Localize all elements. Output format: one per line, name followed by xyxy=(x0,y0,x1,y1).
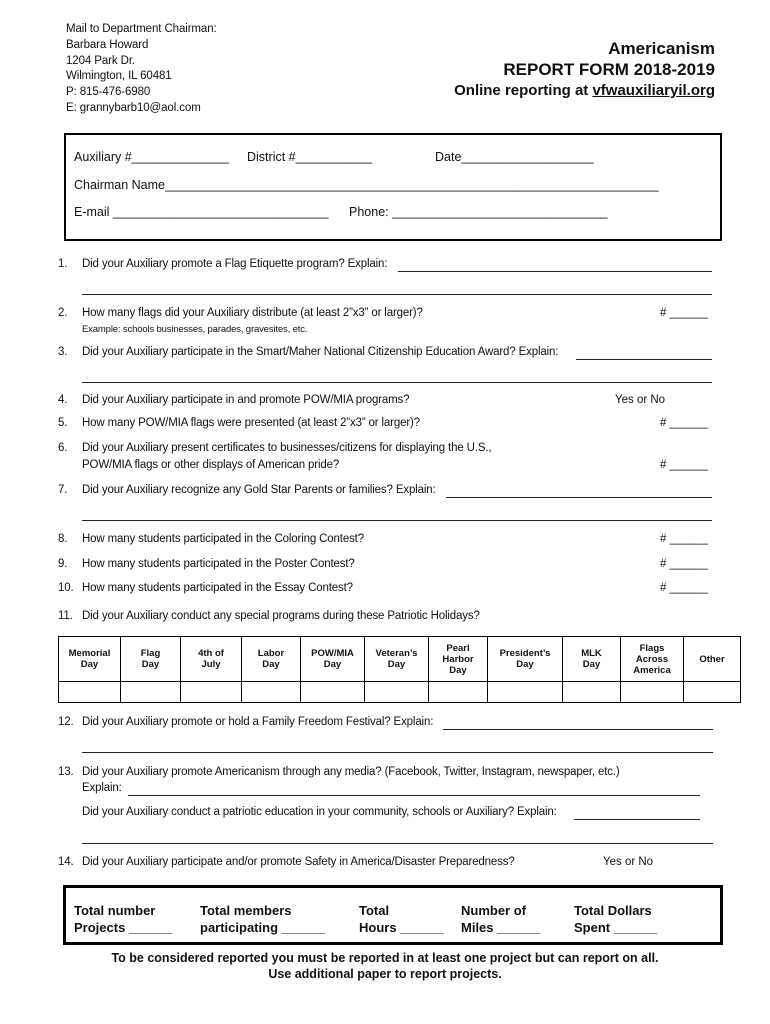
answer-line[interactable] xyxy=(446,497,712,498)
holiday-header: Veteran’s Day xyxy=(365,637,429,682)
question-number: 11. xyxy=(58,610,73,622)
question-6-line-2: POW/MIA flags or other displays of American pride? xyxy=(82,459,340,471)
holiday-answer-cell[interactable] xyxy=(59,682,121,703)
answer-line[interactable] xyxy=(128,795,700,796)
question-text: Did your Auxiliary participate in the Smart/Maher National Citizenship Education Award? Explain: xyxy=(82,346,559,358)
address-line: Wilmington, IL 60481 xyxy=(66,70,172,83)
question-13-explain-label: Explain: xyxy=(82,782,122,794)
answer-line[interactable] xyxy=(82,752,713,753)
holiday-header: 4th of July xyxy=(181,637,242,682)
chairman-name-field[interactable]: Chairman Name_______________________________________________________________________ xyxy=(74,178,659,192)
question-text: Did your Auxiliary present certificates to businesses/citizens for displaying the U.S., xyxy=(82,442,492,454)
question-text: How many students participated in the Essay Contest? xyxy=(82,582,353,594)
website-link[interactable]: vfwauxiliaryil.org xyxy=(592,82,715,99)
question-text: Did your Auxiliary promote a Flag Etiquette program? Explain: xyxy=(82,258,388,270)
yes-no-answer[interactable]: Yes or No xyxy=(615,394,666,406)
question-text: Did your Auxiliary promote or hold a Family Freedom Festival? Explain: xyxy=(82,716,434,728)
count-answer-field[interactable]: # ______ xyxy=(660,558,708,570)
question-number: 6. xyxy=(58,442,68,454)
count-answer-field[interactable]: # ______ xyxy=(660,533,708,545)
address-line: Mail to Department Chairman: xyxy=(66,23,217,35)
holiday-header: POW/MIA Day xyxy=(301,637,365,682)
holiday-header: Flags Across America xyxy=(621,637,684,682)
address-line: E: grannybarb10@aol.com xyxy=(66,101,201,114)
answer-line[interactable] xyxy=(576,359,712,360)
auxiliary-info-box xyxy=(64,133,722,241)
footer-note-2: Use additional paper to report projects. xyxy=(268,967,502,981)
question-text: How many students participated in the Coloring Contest? xyxy=(82,533,364,545)
date-field[interactable]: Date___________________ xyxy=(435,150,594,164)
district-number-field[interactable]: District #___________ xyxy=(247,150,373,164)
holiday-answer-row xyxy=(59,682,741,703)
question-2-example: Example: schools businesses, parades, gravesites, etc. xyxy=(82,324,308,335)
yes-no-answer[interactable]: Yes or No xyxy=(603,856,654,868)
address-line: Barbara Howard xyxy=(66,38,149,51)
question-number: 10. xyxy=(58,582,74,594)
address-line: P: 815-476-6980 xyxy=(66,86,151,99)
question-text: How many students participated in the Poster Contest? xyxy=(82,558,355,570)
count-answer-field[interactable]: # ______ xyxy=(660,307,708,319)
holiday-answer-cell[interactable] xyxy=(621,682,684,703)
question-number: 14. xyxy=(58,856,74,868)
question-number: 13. xyxy=(58,766,74,778)
answer-line[interactable] xyxy=(574,819,700,820)
question-13-sub: Did your Auxiliary conduct a patriotic education in your community, schools or Auxiliary? Explain: xyxy=(82,806,557,818)
answer-line[interactable] xyxy=(398,271,712,272)
question-number: 1. xyxy=(58,258,68,270)
answer-line[interactable] xyxy=(82,843,713,844)
footer-note-1: To be considered reported you must be reported in at least one project but can report on all. xyxy=(111,951,659,965)
holiday-header: Flag Day xyxy=(121,637,181,682)
question-number: 3. xyxy=(58,346,68,358)
holiday-header: Memorial Day xyxy=(59,637,121,682)
answer-line[interactable] xyxy=(82,382,712,383)
holiday-answer-cell[interactable] xyxy=(429,682,488,703)
holiday-answer-cell[interactable] xyxy=(121,682,181,703)
patriotic-holidays-table xyxy=(58,636,741,703)
question-text: How many flags did your Auxiliary distribute (at least 2”x3” or larger)? xyxy=(82,307,423,319)
holiday-answer-cell[interactable] xyxy=(181,682,242,703)
question-number: 9. xyxy=(58,558,68,570)
count-answer-field[interactable]: # ______ xyxy=(660,459,708,471)
count-answer-field[interactable]: # ______ xyxy=(660,582,708,594)
count-answer-field[interactable]: # ______ xyxy=(660,417,708,429)
holiday-answer-cell[interactable] xyxy=(684,682,741,703)
answer-line[interactable] xyxy=(82,294,712,295)
question-text: How many POW/MIA flags were presented (at least 2”x3” or larger)? xyxy=(82,417,420,429)
phone-field[interactable]: Phone: _______________________________ xyxy=(349,205,608,219)
holiday-answer-cell[interactable] xyxy=(563,682,621,703)
answer-line[interactable] xyxy=(82,520,712,521)
number-of-miles-field[interactable]: Number of Miles ______ xyxy=(461,903,541,935)
mailing-address xyxy=(66,22,217,117)
holiday-header: Other xyxy=(684,637,741,682)
title-americanism: Americanism xyxy=(608,39,715,58)
question-text: Did your Auxiliary participate in and promote POW/MIA programs? xyxy=(82,394,410,406)
title-report-form: REPORT FORM 2018-2019 xyxy=(503,60,715,79)
question-number: 5. xyxy=(58,417,68,429)
holiday-header: Labor Day xyxy=(242,637,301,682)
total-hours-field[interactable]: Total Hours ______ xyxy=(359,903,444,935)
holiday-answer-cell[interactable] xyxy=(365,682,429,703)
question-number: 2. xyxy=(58,307,68,319)
question-number: 12. xyxy=(58,716,74,728)
question-text: Did your Auxiliary recognize any Gold Star Parents or families? Explain: xyxy=(82,484,436,496)
question-number: 7. xyxy=(58,484,68,496)
email-field[interactable]: E-mail _______________________________ xyxy=(74,205,329,219)
form-title xyxy=(454,39,715,102)
holiday-header-row xyxy=(59,637,741,682)
holiday-header: Pearl Harbor Day xyxy=(429,637,488,682)
holiday-answer-cell[interactable] xyxy=(242,682,301,703)
holiday-answer-cell[interactable] xyxy=(301,682,365,703)
online-reporting-prefix: Online reporting at xyxy=(454,82,593,99)
address-line: 1204 Park Dr. xyxy=(66,54,136,67)
auxiliary-number-field[interactable]: Auxiliary #______________ xyxy=(74,150,229,164)
total-projects-field[interactable]: Total number Projects ______ xyxy=(74,903,173,935)
question-text: Did your Auxiliary participate and/or promote Safety in America/Disaster Preparedness? xyxy=(82,856,515,868)
answer-line[interactable] xyxy=(443,729,713,730)
question-number: 4. xyxy=(58,394,68,406)
holiday-header: MLK Day xyxy=(563,637,621,682)
total-members-field[interactable]: Total members participating ______ xyxy=(200,903,325,935)
title-online-reporting xyxy=(454,80,715,102)
question-text: Did your Auxiliary conduct any special programs during these Patriotic Holidays? xyxy=(82,610,480,622)
question-text: Did your Auxiliary promote Americanism through any media? (Facebook, Twitter, Instagram, newspaper, etc.) xyxy=(82,766,620,778)
total-dollars-field[interactable]: Total Dollars Spent ______ xyxy=(574,903,658,935)
totals-box xyxy=(63,885,723,945)
holiday-answer-cell[interactable] xyxy=(488,682,563,703)
question-number: 8. xyxy=(58,533,68,545)
holiday-header: President’s Day xyxy=(488,637,563,682)
